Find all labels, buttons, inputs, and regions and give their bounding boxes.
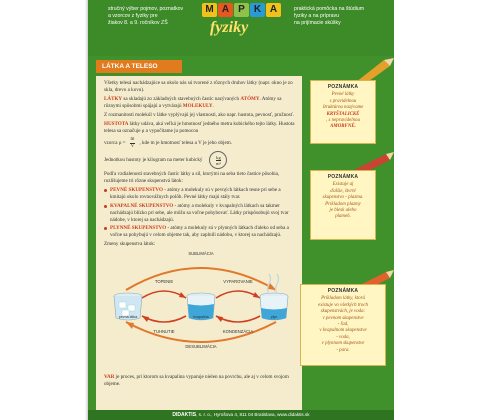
paragraph-text: sa skladajú zo základných stavebných častíc nazývaných <box>122 96 241 102</box>
note-line: štruktúrou nazývame <box>322 105 364 111</box>
header-right-line: praktická pomôcka na štúdium <box>294 6 365 12</box>
note-title: POZNÁMKA <box>327 174 359 180</box>
state-change-graphic <box>104 250 296 350</box>
paragraph <box>104 374 296 388</box>
label-kondenzacia: KONDENZÁCIA <box>222 329 254 334</box>
fraction-numerator: m <box>130 137 135 142</box>
label-desublimacia: DESUBLIMÁCIA <box>185 344 217 349</box>
note-line: Existuje aj <box>332 182 354 188</box>
note-line: Príkladom plazmy <box>325 201 361 207</box>
note-line: , s nepravidelnou <box>326 118 360 124</box>
paragraph-text: Všetky telesá nachádzajúce sa okolo nás sú tvorené z rôznych druhov látky (napr. okno je zo skla, drevo a kovu). <box>104 80 293 93</box>
list-item <box>104 203 296 224</box>
state-text: - atómy a molekuly sú v pevných látkach tesne pri sebe a kmitajú okolo rovnovážnych polôh. Pevné látky majú stály tvar. <box>110 187 281 200</box>
paragraph <box>104 171 296 185</box>
page-subtitle: fyziky <box>210 19 249 36</box>
label-vyparovanie: VYPAROVANIE <box>223 279 253 284</box>
logo-letter: M <box>202 3 217 17</box>
map-page <box>88 0 394 420</box>
highlight-term: VAR <box>104 374 115 380</box>
paragraph-text: . <box>212 103 214 109</box>
mapka-logo <box>202 3 281 17</box>
state-name: PEVNÉ SKUPENSTVO <box>110 187 163 193</box>
highlight-term: MOLEKULY <box>182 103 213 109</box>
note-line: existuje vo všetkých troch <box>318 302 368 308</box>
label-tuhnutie: TUHNUTIE <box>153 329 175 334</box>
paragraph-text: Zmeny skupenstva látok: <box>104 241 156 247</box>
highlight-term: ATÓMY <box>240 96 260 102</box>
content-panel <box>96 76 302 410</box>
note-box <box>310 170 376 240</box>
fraction <box>130 137 136 149</box>
formula-prefix: vzorca ρ = <box>104 139 126 146</box>
header-left-text <box>108 6 192 28</box>
paragraph <box>104 121 296 135</box>
list-item <box>104 187 296 201</box>
logo-letter: K <box>250 3 265 17</box>
unit-numerator: kg <box>216 154 221 160</box>
freezing-arrow <box>142 316 186 322</box>
logo-letter: P <box>234 3 249 17</box>
note-line: - para. <box>336 347 350 353</box>
note-line: Príkladom látky, ktorá <box>321 296 365 302</box>
logo-letter: A <box>266 3 281 17</box>
state-name: KVAPALNÉ SKUPENSTVO <box>110 202 174 209</box>
header <box>88 0 394 56</box>
formula-suffix: , kde m je hmotnosť telesa a V je jeho objem. <box>139 139 232 146</box>
header-right-line: na prijímacie skúšky <box>294 20 341 27</box>
bullet-icon <box>104 189 107 192</box>
section-title: LÁTKA A TELESO <box>96 60 182 73</box>
publisher-address: , s. r. o., Hyrošova 4, 811 04 Bratislava, www.didaktis.sk <box>196 412 310 417</box>
unit-denominator: m³ <box>215 160 221 166</box>
header-right-line: fyziky a na prípravu <box>294 13 339 20</box>
note-line: Pevné látky <box>331 92 355 98</box>
note-emphasis: AMORFNÉ. <box>330 124 356 130</box>
paragraph <box>104 80 296 94</box>
note-line: - voda, <box>336 334 350 340</box>
label-plyn: plyn <box>270 315 278 319</box>
paragraph <box>104 96 296 110</box>
header-left-line: stručný výber pojmov, poznatkov <box>108 6 184 12</box>
publisher-footer <box>88 410 394 420</box>
header-right-text <box>294 6 378 28</box>
unit-row <box>104 151 296 169</box>
note-line: plameň. <box>335 214 351 220</box>
note-line: skupenstvo - plazma. <box>322 195 364 201</box>
note-box <box>310 80 376 144</box>
header-left-line: žiakov 8. a 9. ročníkov ZŠ <box>108 20 168 27</box>
paragraph <box>104 241 296 248</box>
note-line: je blesk alebo <box>329 208 357 214</box>
bullet-icon <box>104 205 107 208</box>
note-box <box>300 284 386 366</box>
paragraph-text: je proces, pri ktorom sa kvapalina vyparuje nielen na povrchu, ale aj v celom svojom objeme. <box>104 374 289 387</box>
state-change-diagram <box>104 250 296 350</box>
state-text: - atómy a molekuly sú v plynných látkach ďaleko od seba a voľne sa pohybujú v celom objeme tak, aby zaplnili nádobu, v ktorej sa nachádzajú. <box>110 225 289 238</box>
unit-badge <box>209 151 227 169</box>
fraction-denominator: V <box>130 143 135 149</box>
note-line: v plynnom skupenstve <box>321 341 365 347</box>
bullet-icon <box>104 227 107 230</box>
label-sublimacia: SUBLIMÁCIA <box>188 251 214 256</box>
note-line: - ľad, <box>337 322 349 328</box>
note-emphasis: KRYŠTALICKÉ <box>326 111 360 117</box>
paragraph-text: . Atómy sa rôznymi spôsobmi spájajú a vytvárajú <box>104 96 282 109</box>
note-title: POZNÁMKA <box>327 84 359 90</box>
note-line: ďalšie, štvrté <box>330 188 356 194</box>
note-line: v pevnom skupenstve <box>322 315 364 321</box>
label-topenie: TOPENIE <box>154 279 174 284</box>
desublimation-arrowhead <box>126 322 134 329</box>
density-formula <box>104 137 296 149</box>
state-text: - atómy a molekuly v kvapalných látkach sa takmer nachádzajú blízko pri sebe, ale môžu sa voľne pohybovať. Látky prispôsobujú svoj tvar nádobe, v ktorej sa nachádzajú. <box>110 202 289 223</box>
states-list <box>104 187 296 239</box>
label-pevna-latka: pevná látka <box>118 315 138 319</box>
highlight-term: HUSTOTA <box>104 121 129 127</box>
unit-text: Jednotkou hustoty je kilogram na meter kubický <box>104 156 203 163</box>
logo-letter: A <box>218 3 233 17</box>
paragraph-text: látky udáva, aká veľká je hmotnosť jedného metra kubického tejto látky. Hustota telesa sa označuje ρ a vypočítame ju pomocou <box>104 121 295 134</box>
paragraph <box>104 112 296 119</box>
list-item <box>104 225 296 239</box>
highlight-term: LÁTKY <box>104 96 123 102</box>
condensation-arrow <box>216 316 260 322</box>
paragraph-text: Podľa vzdialeností stavebných častíc látky a síl, ktorými na seba tieto častice pôsobia, rozlišujeme tri rôzne skupenstvá látok: <box>104 171 280 184</box>
header-left-line: a vzorcov z fyziky pre <box>108 13 158 20</box>
note-line: skupenstvách, je voda: <box>320 309 366 315</box>
label-kvapalina: kvapalina <box>193 315 209 319</box>
note-line: s pravidelnou <box>329 98 357 104</box>
note-title: POZNÁMKA <box>327 288 359 294</box>
note-line: v kvapalnom skupenstve <box>319 328 367 334</box>
state-name: PLYNNÉ SKUPENSTVO <box>110 225 167 231</box>
paragraph-text: Z rozmanitosti molekúl v látke vyplývajú jej vlastnosti, ako napr. hustota, pevnosť, pružnosť. <box>104 112 295 118</box>
publisher-brand: DIDAKTIS <box>172 412 197 418</box>
